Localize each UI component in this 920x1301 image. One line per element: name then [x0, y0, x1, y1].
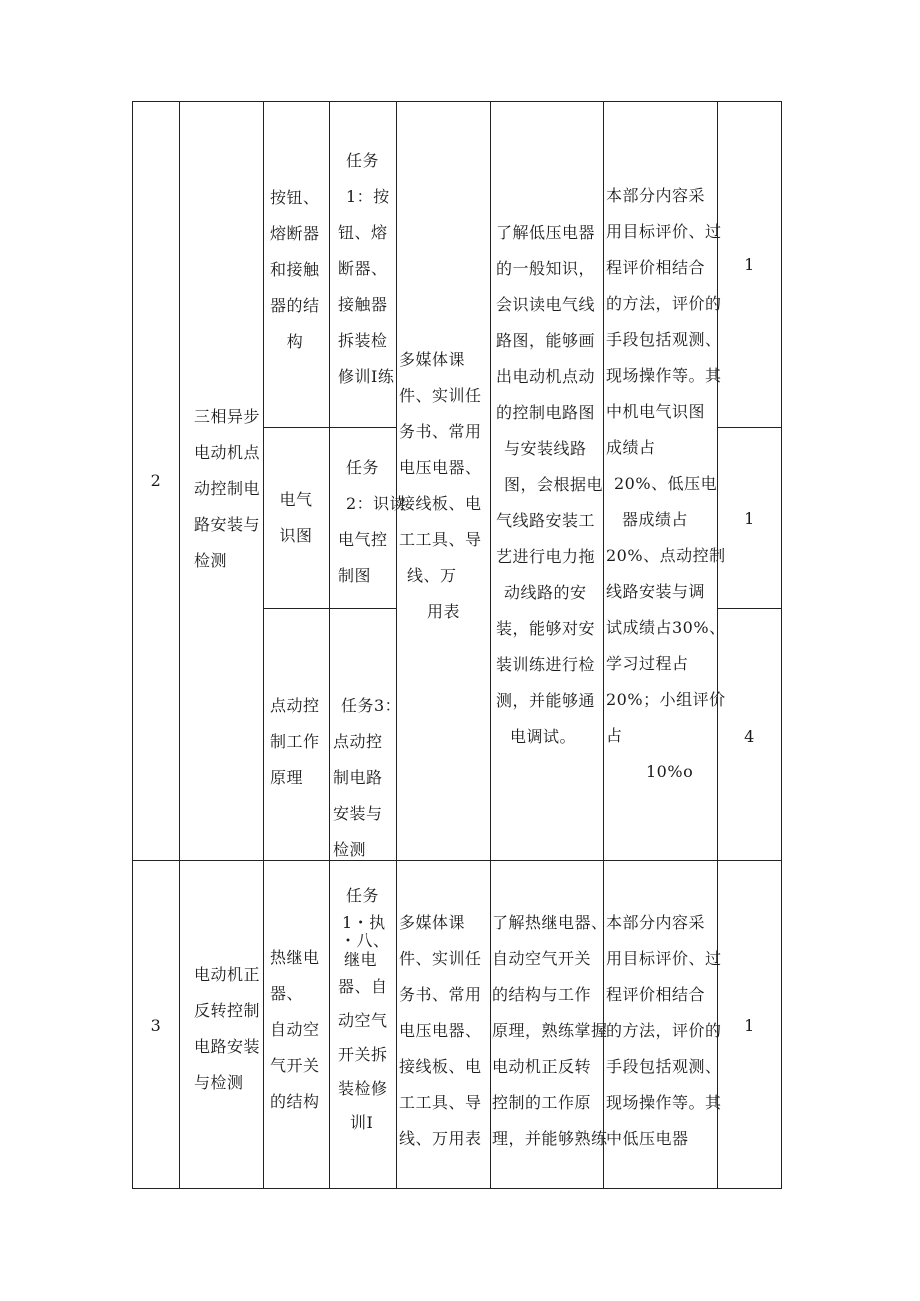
hours-cell: 1 — [744, 255, 755, 274]
hours-cell: 1 — [744, 1016, 755, 1035]
grid-line-mid — [132, 860, 782, 861]
task-cell: 任务 1・执 ・八、 继电 器、自 动空气 开关拆 装检修 训I — [338, 886, 390, 1132]
content-cell: 按钮、 熔断器 和接触 器的结 构 — [270, 188, 320, 351]
resources-cell: 多媒体课 件、实训任 务书、常用 电压电器、 接线板、电 工工具、导 线、万用表 — [399, 913, 482, 1148]
grid-col-8 — [781, 101, 782, 1189]
project-name: 电动机正 反转控制 电路安装 与检测 — [194, 965, 261, 1092]
project-name: 三相异步 电动机点 动控制电 路安装与 检测 — [194, 407, 261, 570]
grid-line-sub2-a — [263, 608, 397, 609]
task-cell: 任务 2：识读 电气控 制图 — [338, 458, 407, 585]
content-cell: 热继电 器、 自动空 气开关 的结构 — [270, 948, 320, 1111]
grid-line-sub1-b — [717, 427, 782, 428]
evaluation-cell: 本部分内容采 用目标评价、过 程评价相结合 的方法，评价的 手段包括观测、 现场操作等。其 中低压电器 — [606, 913, 722, 1148]
content-cell: 电气 识图 — [279, 490, 313, 545]
grid-line-sub2-b — [717, 608, 782, 609]
grid-line-bottom — [132, 1188, 782, 1189]
task-cell: 任务 1：按 钮、熔 断器、 接触器 拆装检 修训I练 — [338, 151, 395, 386]
hours-cell: 4 — [744, 727, 755, 746]
grid-line-sub1-a — [263, 427, 397, 428]
goals-cell: 了解低压电器 的一般知识， 会识读电气线 路图，能够画 出电动机点动 的控制电路图 与安装线路 图，会根据电 气线路安装工 艺进行电力拖 动线路的安 装，能够对安 装训练进行检 测，并能够通 电调试。 — [496, 223, 604, 746]
hours-cell: 1 — [744, 509, 755, 528]
row-number: 2 — [150, 471, 162, 490]
row-number: 3 — [150, 1016, 162, 1035]
evaluation-cell: 本部分内容采 用目标评价、过 程评价相结合 的方法，评价的 手段包括观测、 现场操作等。其 中机电气识图 成绩占 20%、低压电 器成绩占 20%、点动控制 线路安装与调 试成绩占30%、 学习过程占 20%；小组评价 占 10%o — [606, 186, 726, 781]
goals-cell: 了解热继电器、 自动空气开关 的结构与工作 原理，熟练掌握 电动机正反转 控制的工作原 理，并能够熟练 — [492, 913, 608, 1148]
grid-col-1 — [179, 101, 180, 1189]
task-cell: 任务3： 点动控 制电路 安装与 检测 — [333, 696, 402, 859]
grid-line-top — [132, 101, 782, 102]
content-cell: 点动控 制工作 原理 — [270, 696, 320, 787]
resources-cell: 多媒体课 件、实训任 务书、常用 电压电器、 接线板、电 工工具、导 线、万 用表 — [399, 350, 482, 621]
